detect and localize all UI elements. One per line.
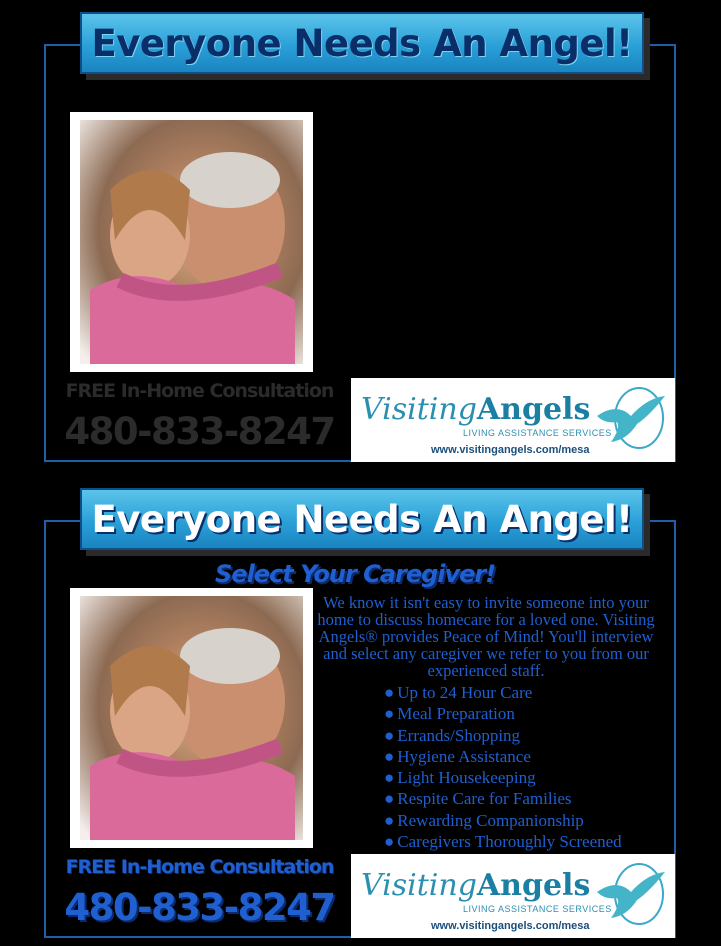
angel-dove-icon xyxy=(587,858,667,930)
website-link[interactable]: www.visitingangels.com/mesa xyxy=(431,444,590,456)
headline-title: Everyone Needs An Angel! xyxy=(91,497,633,541)
consultation-text: FREE In-Home Consultation xyxy=(65,380,334,402)
service-item: ● Caregivers Thoroughly Screened xyxy=(384,831,622,852)
service-item: ● Errands/Shopping xyxy=(384,725,622,746)
headline-banner xyxy=(80,12,644,74)
service-item: ● Hygiene Assistance xyxy=(384,746,622,767)
logo-tagline: LIVING ASSISTANCE SERVICES xyxy=(463,428,612,438)
select-caregiver-heading: Select Your Caregiver! xyxy=(215,560,496,588)
services-list xyxy=(384,682,622,852)
headline-banner xyxy=(80,488,644,550)
service-item: ● Meal Preparation xyxy=(384,703,622,724)
consultation-text: FREE In-Home Consultation xyxy=(65,856,334,878)
intro-paragraph: We know it isn't easy to invite someone into your home to discuss homecare for a loved one. Visiting Angels® provides Peace of Mind! You'll interview and select any caregiver we refer to you from our experienced staff. xyxy=(317,593,655,680)
visiting-angels-logo xyxy=(351,854,675,938)
service-item: ● Respite Care for Families xyxy=(384,788,622,809)
logo-wordmark: VisitingAngels xyxy=(361,868,591,903)
service-item: ● Light Housekeeping xyxy=(384,767,622,788)
phone-number[interactable]: 480-833-8247 xyxy=(64,410,335,453)
angel-dove-icon xyxy=(587,382,667,454)
logo-wordmark: VisitingAngels xyxy=(361,392,591,427)
visiting-angels-logo xyxy=(351,378,675,462)
headline-title: Everyone Needs An Angel! xyxy=(91,21,633,65)
ad-panel-bottom xyxy=(0,476,721,946)
logo-tagline: LIVING ASSISTANCE SERVICES xyxy=(463,904,612,914)
service-item: ● Rewarding Companionship xyxy=(384,810,622,831)
service-item: ● Up to 24 Hour Care xyxy=(384,682,622,703)
phone-number[interactable]: 480-833-8247 xyxy=(64,886,335,929)
grandfather-granddaughter-photo xyxy=(70,112,313,372)
grandfather-granddaughter-photo xyxy=(70,588,313,848)
website-link[interactable]: www.visitingangels.com/mesa xyxy=(431,920,590,932)
ad-panel-top xyxy=(0,0,721,470)
